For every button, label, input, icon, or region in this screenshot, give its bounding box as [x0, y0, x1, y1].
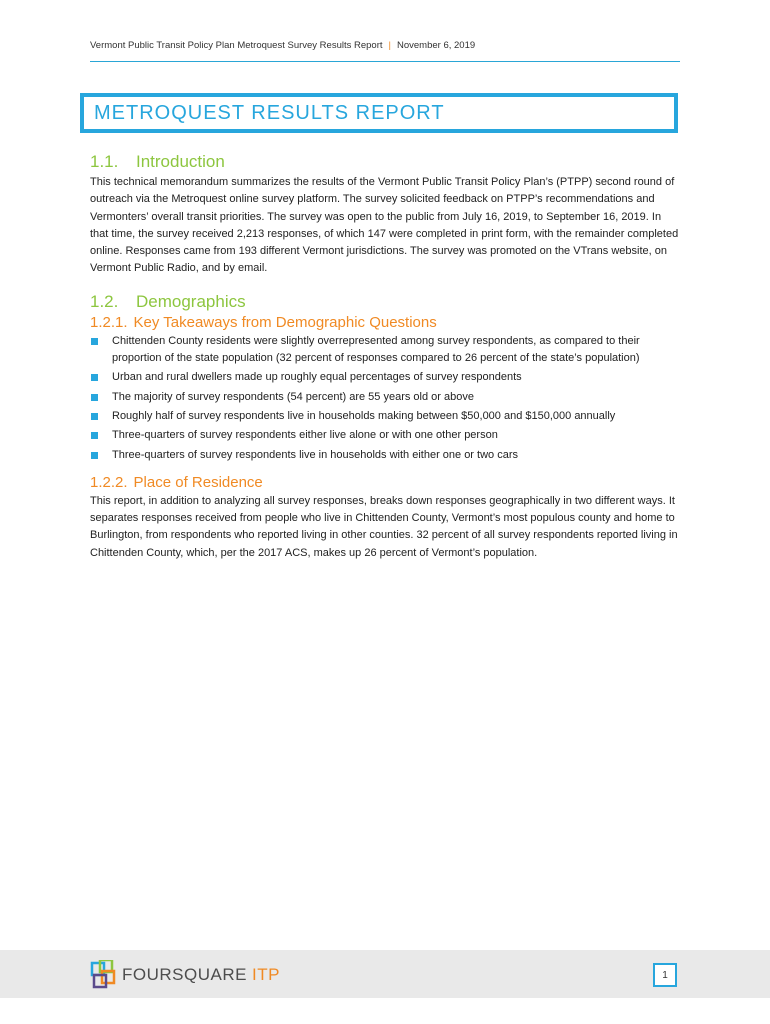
header-date: November 6, 2019 — [396, 40, 476, 51]
logo-wordmark — [122, 965, 280, 985]
square-bullet-icon — [91, 338, 98, 345]
header-separator: | — [388, 40, 391, 51]
square-bullet-icon — [91, 432, 98, 439]
list-item — [90, 333, 680, 368]
list-item-text: Urban and rural dwellers made up roughly equal percentages of survey respondents — [112, 371, 522, 384]
square-bullet-icon — [91, 394, 98, 401]
foursquare-logo-icon — [90, 960, 118, 990]
section-heading-introduction — [90, 152, 680, 172]
square-bullet-icon — [91, 413, 98, 420]
place-of-residence-paragraph: This report, in addition to analyzing all survey responses, breaks down responses geographically in two different ways. It separates responses received from people who live in Chittenden County, Vermont’s most populous county and home to Burlington, from respondents who reported living in other counties. 32 percent of all survey respondents reported living in Chittenden County, which, per the 2017 ACS, makes up 26 percent of Vermont’s population. — [90, 494, 678, 559]
subsection-title: Key Takeaways from Demographic Questions — [133, 313, 437, 331]
section-number: 1.2. — [90, 291, 119, 311]
introduction-paragraph: This technical memorandum summarizes the results of the Vermont Public Transit Policy Plan’s (PTPP) second round of outreach via the Metroquest online survey platform. The survey solicited feedback on PTPP’s recommendations and Vermonters’ overall transit priorities. The survey was open to the public from July 16, 2019, to September 16, 2019. In that time, the survey received 2,213 responses, of which 147 were completed in print form, with the remainder completed online. Responses came from 193 different Vermont jurisdictions. The survey was promoted on the VTrans website, on Vermont Public Radio, and by email. — [90, 176, 679, 275]
takeaways-list — [90, 333, 680, 464]
subsection-title: Place of Residence — [133, 473, 263, 491]
section-heading-demographics — [90, 292, 680, 312]
list-item — [90, 389, 680, 406]
title-box — [80, 93, 678, 133]
running-header — [90, 40, 680, 62]
list-item — [90, 427, 680, 444]
list-item-text: Chittenden County residents were slightly overrepresented among survey respondents, as compared to their proportion of the state population (32 percent of responses compared to 26 percent of the state’s population) — [112, 334, 640, 365]
logo-word-itp: ITP — [251, 965, 280, 984]
square-bullet-icon — [91, 374, 98, 381]
list-item — [90, 408, 680, 425]
subsection-heading-place-of-residence — [90, 474, 680, 491]
header-report-title: Vermont Public Transit Policy Plan Metroquest Survey Results Report — [90, 40, 383, 51]
page-footer — [0, 950, 770, 998]
list-item-text: The majority of survey respondents (54 percent) are 55 years old or above — [112, 390, 474, 403]
subsection-heading-key-takeaways — [90, 314, 680, 331]
list-item-text: Three-quarters of survey respondents either live alone or with one other person — [112, 429, 498, 442]
section-title: Demographics — [136, 291, 246, 311]
company-logo — [90, 960, 280, 990]
logo-word-foursquare: FOURSQUARE — [122, 965, 247, 984]
subsection-number: 1.2.1. — [90, 313, 128, 331]
page-title: METROQUEST RESULTS REPORT — [94, 101, 445, 124]
page-number: 1 — [653, 963, 677, 987]
square-bullet-icon — [91, 452, 98, 459]
list-item — [90, 447, 680, 464]
list-item — [90, 369, 680, 386]
list-item-text: Roughly half of survey respondents live in households making between $50,000 and $150,000 annually — [112, 409, 616, 422]
section-number: 1.1. — [90, 152, 119, 171]
subsection-number: 1.2.2. — [90, 473, 128, 491]
section-title: Introduction — [136, 152, 225, 171]
list-item-text: Three-quarters of survey respondents live in households with either one or two cars — [112, 448, 518, 461]
document-body — [90, 152, 680, 562]
